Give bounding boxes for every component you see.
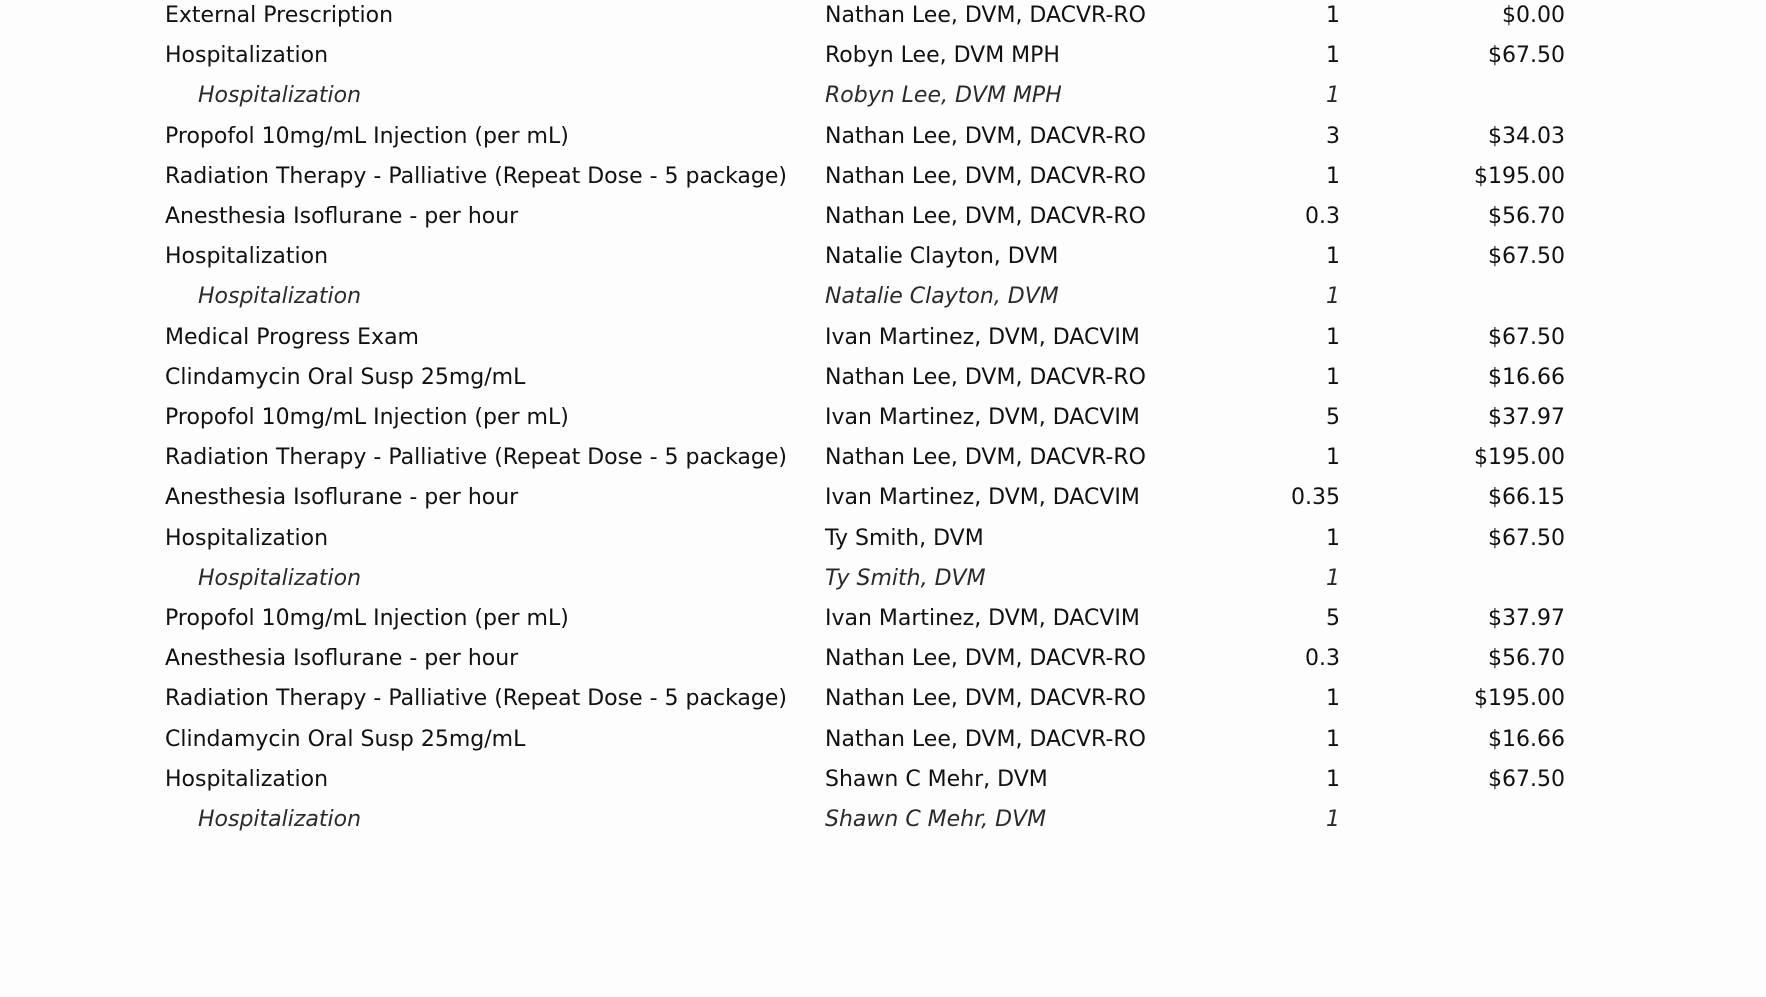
item-provider: Nathan Lee, DVM, DACVR-RO xyxy=(825,646,1146,672)
line-item-row xyxy=(0,720,1766,760)
item-quantity: 1 xyxy=(1326,766,1340,792)
item-quantity: 0.3 xyxy=(1305,646,1340,672)
item-provider: Ivan Martinez, DVM, DACVIM xyxy=(825,606,1140,631)
line-item-row xyxy=(0,478,1766,518)
item-quantity: 1 xyxy=(1326,43,1340,69)
item-description: Hospitalization xyxy=(165,525,329,551)
line-item-row xyxy=(0,438,1766,478)
item-provider: Natalie Clayton, DVM xyxy=(825,244,1059,270)
line-item-row xyxy=(0,639,1766,679)
line-item-row xyxy=(0,599,1766,639)
item-quantity: 1 xyxy=(1326,807,1340,832)
item-provider: Shawn C Mehr, DVM xyxy=(825,807,1047,832)
line-item-row xyxy=(0,237,1766,277)
item-description: Hospitalization xyxy=(198,565,362,591)
line-item-row xyxy=(0,36,1766,76)
item-description: Radiation Therapy - Palliative (Repeat Dose - 5 package) xyxy=(165,686,787,712)
line-item-row xyxy=(0,760,1766,800)
item-amount: $56.70 xyxy=(1488,204,1565,229)
sub-line-item-row xyxy=(0,800,1766,840)
item-provider: Nathan Lee, DVM, DACVR-RO xyxy=(825,364,1146,390)
item-amount: $67.50 xyxy=(1488,324,1565,350)
item-provider: Nathan Lee, DVM, DACVR-RO xyxy=(825,686,1146,712)
item-quantity: 1 xyxy=(1326,445,1340,471)
item-provider: Ivan Martinez, DVM, DACVIM xyxy=(825,485,1140,511)
item-quantity: 0.35 xyxy=(1291,485,1340,511)
item-amount: $0.00 xyxy=(1502,3,1565,28)
item-quantity: 1 xyxy=(1326,565,1340,591)
item-quantity: 1 xyxy=(1326,686,1340,712)
item-quantity: 1 xyxy=(1326,364,1340,390)
line-item-row xyxy=(0,398,1766,438)
item-provider: Robyn Lee, DVM MPH xyxy=(825,83,1062,109)
item-description: Propofol 10mg/mL Injection (per mL) xyxy=(165,405,569,430)
item-quantity: 5 xyxy=(1326,405,1340,430)
item-quantity: 5 xyxy=(1326,606,1340,631)
item-amount: $34.03 xyxy=(1488,123,1565,149)
line-item-row xyxy=(0,197,1766,237)
item-provider: Ivan Martinez, DVM, DACVIM xyxy=(825,405,1140,430)
item-amount: $195.00 xyxy=(1474,686,1565,712)
item-amount: $56.70 xyxy=(1488,646,1565,672)
item-description: Hospitalization xyxy=(165,43,329,69)
item-provider: Nathan Lee, DVM, DACVR-RO xyxy=(825,163,1146,189)
line-item-row xyxy=(0,358,1766,398)
item-provider: Nathan Lee, DVM, DACVR-RO xyxy=(825,445,1146,471)
item-amount: $195.00 xyxy=(1474,445,1565,471)
sub-line-item-row xyxy=(0,559,1766,599)
item-amount: $67.50 xyxy=(1488,43,1565,69)
item-amount: $16.66 xyxy=(1488,726,1565,752)
item-provider: Nathan Lee, DVM, DACVR-RO xyxy=(825,123,1146,149)
item-provider: Shawn C Mehr, DVM xyxy=(825,766,1048,792)
item-provider: Nathan Lee, DVM, DACVR-RO xyxy=(825,3,1146,28)
sub-line-item-row xyxy=(0,277,1766,317)
item-amount: $37.97 xyxy=(1488,405,1565,430)
item-amount: $16.66 xyxy=(1488,364,1565,390)
item-quantity: 1 xyxy=(1326,726,1340,752)
item-description: Medical Progress Exam xyxy=(165,324,419,350)
item-description: Anesthesia Isoflurane - per hour xyxy=(165,204,519,229)
line-item-row xyxy=(0,519,1766,559)
line-item-row xyxy=(0,0,1766,36)
item-description: Hospitalization xyxy=(198,807,362,832)
item-description: Clindamycin Oral Susp 25mg/mL xyxy=(165,364,526,390)
sub-line-item-row xyxy=(0,76,1766,116)
item-description: Hospitalization xyxy=(198,284,362,310)
item-provider: Natalie Clayton, DVM xyxy=(825,284,1059,310)
item-description: Radiation Therapy - Palliative (Repeat Dose - 5 package) xyxy=(165,445,787,471)
item-description: Propofol 10mg/mL Injection (per mL) xyxy=(165,606,569,631)
item-description: External Prescription xyxy=(165,3,394,28)
line-item-row xyxy=(0,117,1766,157)
item-quantity: 1 xyxy=(1326,324,1340,350)
item-amount: $195.00 xyxy=(1474,163,1565,189)
item-description: Anesthesia Isoflurane - per hour xyxy=(165,646,519,672)
item-quantity: 1 xyxy=(1326,163,1340,189)
item-amount: $67.50 xyxy=(1488,766,1565,792)
line-item-row xyxy=(0,318,1766,358)
item-description: Anesthesia Isoflurane - per hour xyxy=(165,485,519,511)
item-amount: $37.97 xyxy=(1488,606,1565,631)
item-quantity: 3 xyxy=(1326,123,1340,149)
item-quantity: 1 xyxy=(1326,83,1340,109)
item-amount: $66.15 xyxy=(1488,485,1565,511)
item-quantity: 1 xyxy=(1326,3,1340,28)
item-description: Hospitalization xyxy=(198,83,362,109)
item-description: Propofol 10mg/mL Injection (per mL) xyxy=(165,123,569,149)
item-description: Hospitalization xyxy=(165,244,329,270)
item-provider: Ty Smith, DVM xyxy=(825,565,986,591)
item-provider: Nathan Lee, DVM, DACVR-RO xyxy=(825,726,1146,752)
item-quantity: 1 xyxy=(1326,284,1340,310)
item-description: Clindamycin Oral Susp 25mg/mL xyxy=(165,726,526,752)
item-description: Hospitalization xyxy=(165,766,329,792)
item-amount: $67.50 xyxy=(1488,525,1565,551)
item-description: Radiation Therapy - Palliative (Repeat Dose - 5 package) xyxy=(165,163,787,189)
item-provider: Robyn Lee, DVM MPH xyxy=(825,43,1060,69)
item-quantity: 0.3 xyxy=(1305,204,1340,229)
item-quantity: 1 xyxy=(1326,244,1340,270)
line-item-row xyxy=(0,157,1766,197)
item-provider: Ty Smith, DVM xyxy=(825,525,984,551)
item-provider: Ivan Martinez, DVM, DACVIM xyxy=(825,324,1140,350)
item-amount: $67.50 xyxy=(1488,244,1565,270)
item-quantity: 1 xyxy=(1326,525,1340,551)
line-item-row xyxy=(0,679,1766,719)
item-provider: Nathan Lee, DVM, DACVR-RO xyxy=(825,204,1146,229)
